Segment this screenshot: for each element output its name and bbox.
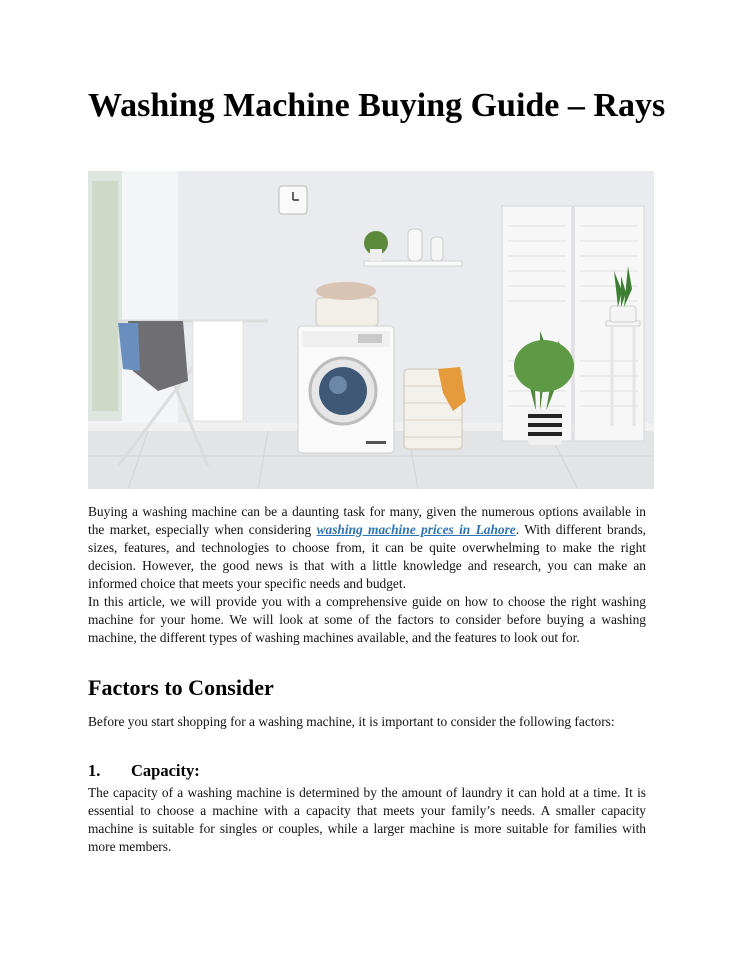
intro-paragraph — [88, 503, 646, 593]
laundry-room-photo — [88, 171, 654, 489]
page-title: Washing Machine Buying Guide – Rays — [88, 87, 666, 124]
factors-intro-paragraph: Before you start shopping for a washing machine, it is important to consider the following factors: — [88, 714, 615, 729]
capacity-heading — [88, 761, 200, 781]
intro-text-end: . With different brands, sizes, features, and technologies to choose from, it can be quite overwhelming to make the right decision. However, the good news is that with a little knowledge and research, you can make an informed choice that meets your specific needs and budget. — [88, 522, 646, 591]
article-overview-paragraph: In this article, we will provide you with a comprehensive guide on how to choose the right washing machine for your home. We will look at some of the factors to consider before buying a washing machine, the different types of washing machines available, and the features to look out for. — [88, 594, 646, 645]
capacity-paragraph: The capacity of a washing machine is determined by the amount of laundry it can hold at a time. It is essential to choose a machine with a capacity that meets your family’s needs. A smaller capacity machine is suitable for singles or couples, while a larger machine is more suitable for families with more members. — [88, 785, 646, 854]
capacity-number: 1. — [88, 761, 101, 780]
factors-heading: Factors to Consider — [88, 675, 274, 700]
capacity-heading-text: Capacity: — [131, 761, 200, 780]
washing-machine-prices-link[interactable]: washing machine prices in Lahore — [316, 522, 516, 537]
intro-text-start: Buying a washing machine can be a daunting task for many, given the numerous options available in the market, especially when considering — [88, 504, 646, 537]
